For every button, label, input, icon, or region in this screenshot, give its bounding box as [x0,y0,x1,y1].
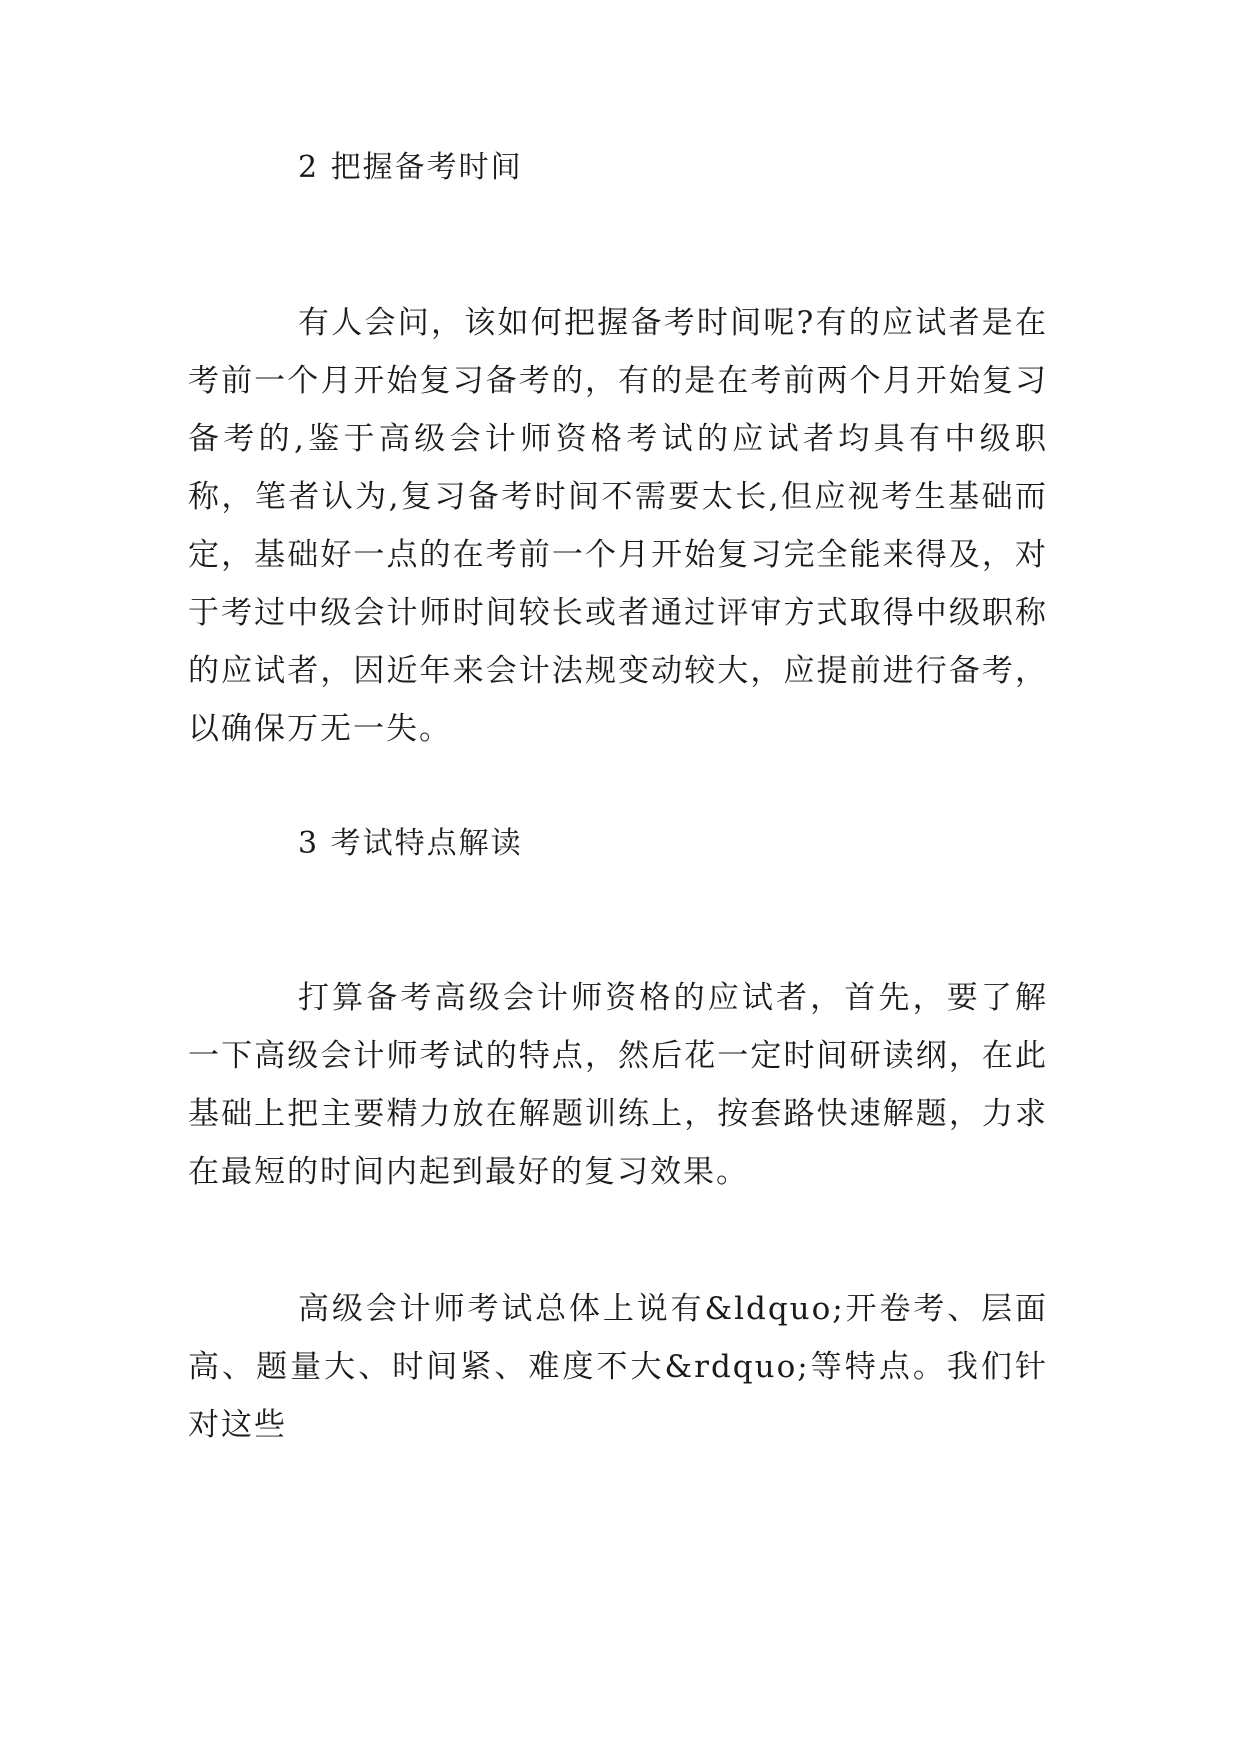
paragraph-exam-summary: 高级会计师考试总体上说有&ldquo;开卷考、层面高、题量大、时间紧、难度不大&rdquo;等特点。我们针对这些 [188,1291,1048,1443]
section-heading-3: 3 考试特点解读 [298,826,523,861]
section-heading-2: 2 把握备考时间 [298,150,523,185]
paragraph-prep-time: 有人会问，该如何把握备考时间呢?有的应试者是在考前一个月开始复习备考的，有的是在考前两个月开始复习备考的,鉴于高级会计师资格考试的应试者均具有中级职称，笔者认为,复习备考时间不需要太长,但应视考生基础而定，基础好一点的在考前一个月开始复习完全能来得及，对于考过中级会计师时间较长或者通过评审方式取得中级职称的应试者，因近年来会计法规变动较大，应提前进行备考，以确保万无一失。 [188,305,1048,747]
paragraph-exam-features: 打算备考高级会计师资格的应试者，首先，要了解一下高级会计师考试的特点，然后花一定时间研读纲，在此基础上把主要精力放在解题训练上，按套路快速解题，力求在最短的时间内起到最好的复习效果。 [188,980,1048,1190]
